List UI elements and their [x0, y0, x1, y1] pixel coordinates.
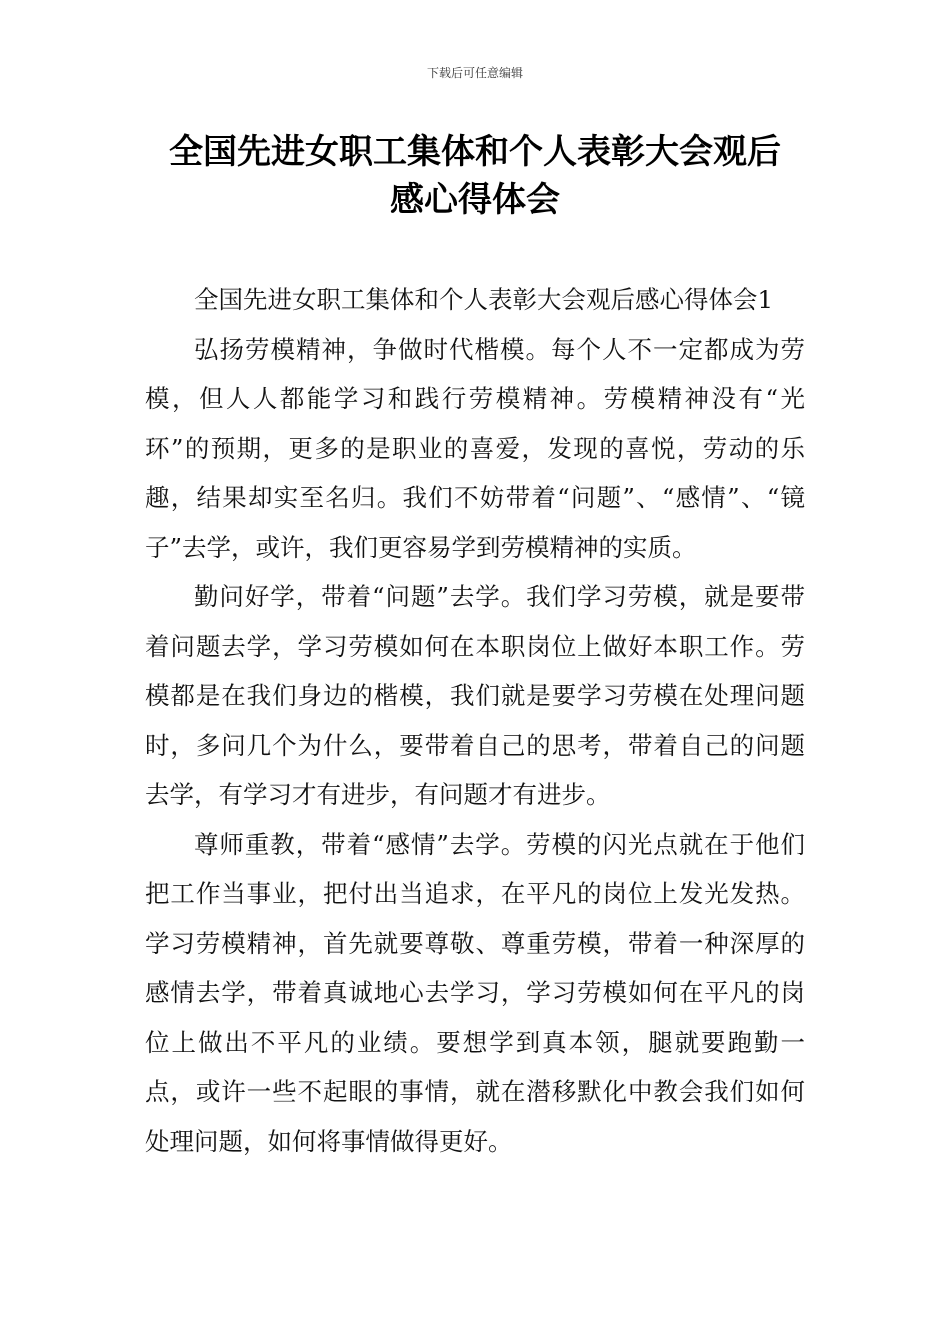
title-line-2: 感心得体会	[390, 180, 560, 220]
document-body	[145, 275, 805, 1166]
document-title	[140, 128, 810, 224]
header-note: 下载后可任意编辑	[426, 66, 523, 80]
paragraph: 尊师重教，带着“感情”去学。劳模的闪光点就在于他们把工作当事业，把付出当追求，在平凡的岗位上发光发热。学习劳模精神，首先就要尊敬、尊重劳模，带着一种深厚的感情去学，带着真诚地心去学习，学习劳模如何在平凡的岗位上做出不平凡的业绩。要想学到真本领，腿就要跑勤一点，或许一些不起眼的事情，就在潜移默化中教会我们如何处理问题，如何将事情做得更好。	[145, 829, 805, 1156]
title-line-1: 全国先进女职工集体和个人表彰大会观后	[169, 132, 781, 172]
paragraph: 勤问好学，带着“问题”去学。我们学习劳模，就是要带着问题去学，学习劳模如何在本职岗位上做好本职工作。劳模都是在我们身边的楷模，我们就是要学习劳模在处理问题时，多问几个为什么，要带着自己的思考，带着自己的问题去学，有学习才有进步，有问题才有进步。	[145, 582, 805, 809]
paragraph: 弘扬劳模精神，争做时代楷模。每个人不一定都成为劳模，但人人都能学习和践行劳模精神。劳模精神没有“光环”的预期，更多的是职业的喜爱，发现的喜悦，劳动的乐趣，结果却实至名归。我们不妨带着“问题”、“感情”、“镜子”去学，或许，我们更容易学到劳模精神的实质。	[145, 334, 805, 562]
section-heading: 全国先进女职工集体和个人表彰大会观后感心得体会1	[194, 285, 774, 314]
